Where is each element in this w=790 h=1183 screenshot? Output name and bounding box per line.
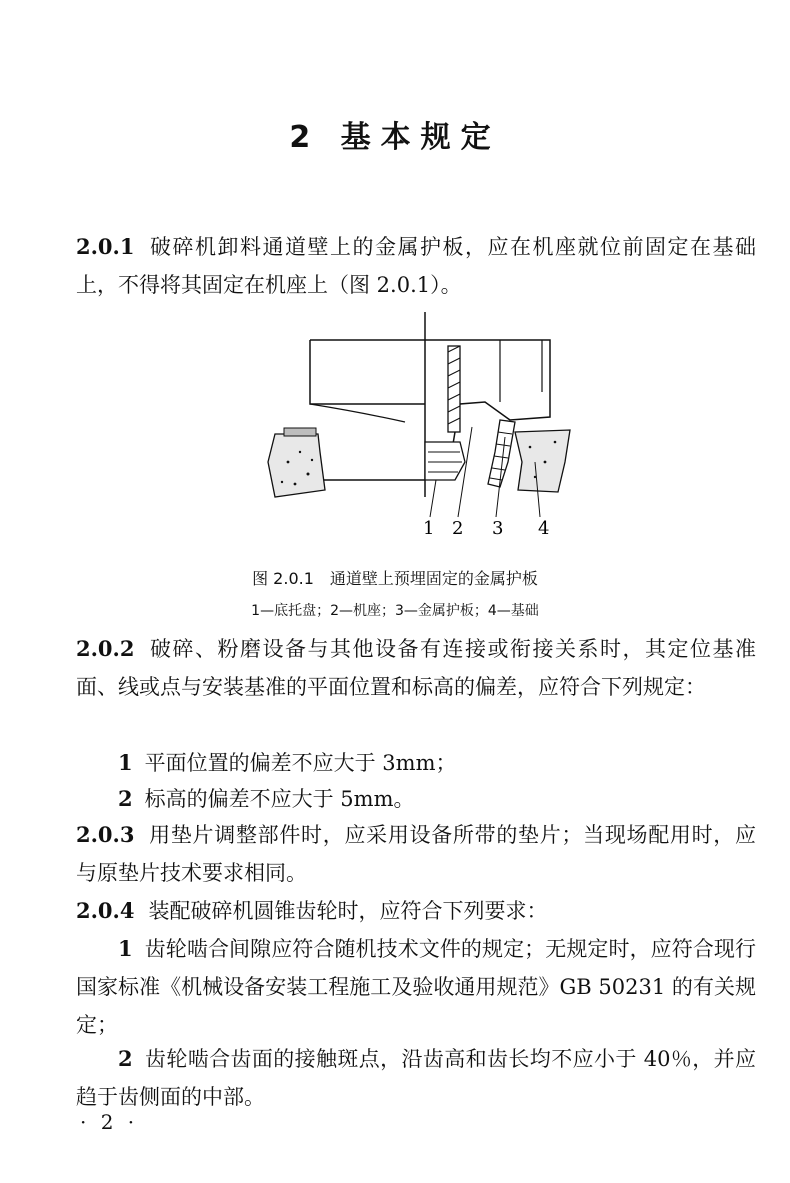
figure-legend: 1—底托盘；2—机座；3—金属护板；4—基础 xyxy=(251,603,539,619)
section-number: 2.0.4 xyxy=(76,898,135,923)
figure-label-3: 3 xyxy=(492,518,504,539)
list-item-text: 齿轮啮合齿面的接触斑点，沿齿高和齿长均不应小于 40％，并应趋于齿侧面的中部。 xyxy=(76,1047,756,1109)
section-text: 破碎、粉磨设备与其他设备有连接或衔接关系时，其定位基准面、线或点与安装基准的平面位置和标高的偏差，应符合下列规定： xyxy=(76,637,756,699)
figure-label-4: 4 xyxy=(538,518,550,539)
figure-label-2: 2 xyxy=(452,518,464,539)
section-2-0-1 xyxy=(76,228,756,304)
section-number: 2.0.1 xyxy=(76,234,135,259)
page-number: · 2 · xyxy=(80,1110,139,1134)
list-item-number: 1 xyxy=(118,750,133,775)
list-item xyxy=(76,1040,756,1116)
section-number: 2.0.3 xyxy=(76,822,135,847)
list-item-number: 2 xyxy=(118,1046,133,1071)
chapter-title: 2 基本规定 xyxy=(289,120,501,155)
figure-label-1: 1 xyxy=(423,518,435,539)
list-item-text: 平面位置的偏差不应大于 3mm； xyxy=(144,751,457,775)
section-2-0-4 xyxy=(76,892,756,930)
section-text: 装配破碎机圆锥齿轮时，应符合下列要求： xyxy=(148,899,548,923)
list-item-number: 1 xyxy=(118,936,133,961)
list-item-text: 齿轮啮合间隙应符合随机技术文件的规定；无规定时，应符合现行国家标准《机械设备安装工程施工及验收通用规范》GB 50231 的有关规定； xyxy=(76,937,756,1037)
list-item xyxy=(76,930,756,1044)
section-number: 2.0.2 xyxy=(76,636,135,661)
section-2-0-3 xyxy=(76,816,756,892)
section-text: 破碎机卸料通道壁上的金属护板，应在机座就位前固定在基础上，不得将其固定在机座上（图 2.0.1）。 xyxy=(76,235,756,297)
list-item xyxy=(76,744,790,782)
section-text: 用垫片调整部件时，应采用设备所带的垫片；当现场配用时，应与原垫片技术要求相同。 xyxy=(76,823,756,885)
list-item-text: 标高的偏差不应大于 5mm。 xyxy=(144,787,415,811)
figure-metal-guard-plate xyxy=(260,312,590,542)
section-2-0-2 xyxy=(76,630,756,706)
list-item-number: 2 xyxy=(118,786,133,811)
figure-caption: 图 2.0.1 通道壁上预埋固定的金属护板 xyxy=(252,569,538,588)
list-item xyxy=(76,780,790,818)
